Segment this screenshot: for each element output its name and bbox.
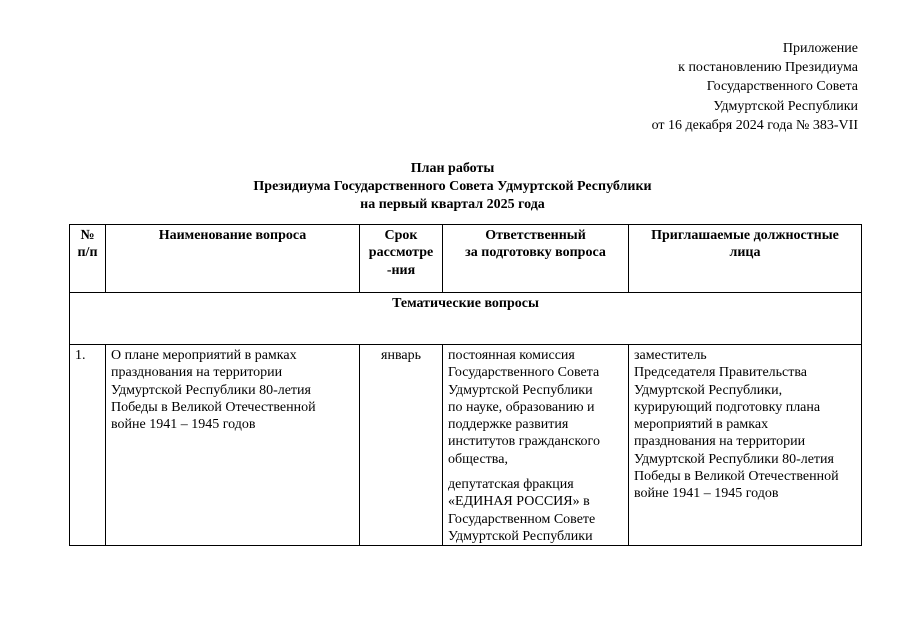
work-plan-table xyxy=(69,224,862,546)
row-invited: заместитель Председателя Правительства Удмуртской Республики, курирующий подготовку плана мероприятий в рамках празднования на территории Удмуртской Республики 80-летия Победы в Великой Отечественной войне 1941 – 1945 годов xyxy=(629,345,862,546)
appendix-line: Удмуртской Республики xyxy=(713,98,858,114)
appendix-line: Приложение xyxy=(782,41,858,56)
table-row xyxy=(70,345,862,546)
section-row xyxy=(70,293,862,345)
header-name: Наименование вопроса xyxy=(106,225,360,293)
section-title: Тематические вопросы xyxy=(70,293,862,345)
row-term: январь xyxy=(360,345,443,546)
title-line: План работы xyxy=(410,161,495,176)
header-num: № п/п xyxy=(70,225,106,293)
header-invited: Приглашаемые должностные лица xyxy=(629,225,862,293)
title-line: Президиума Государственного Совета Удмуртской Республики xyxy=(253,179,652,194)
document-title xyxy=(0,160,905,214)
responsible-commission: постоянная комиссия Государственного Совета Удмуртской Республики по науке, образованию и поддержке развития институтов гражданского общества, xyxy=(448,348,600,467)
row-num: 1. xyxy=(70,345,106,546)
header-term: Срок рассмотре -ния xyxy=(360,225,443,293)
header-responsible: Ответственный за подготовку вопроса xyxy=(443,225,629,293)
appendix-line: Государственного Совета xyxy=(706,79,858,95)
appendix-line: к постановлению Президиума xyxy=(678,60,858,76)
responsible-faction: депутатская фракция «ЕДИНАЯ РОССИЯ» в Государственном Совете Удмуртской Республики xyxy=(448,477,596,544)
row-responsible xyxy=(443,345,629,546)
table-header-row xyxy=(70,225,862,293)
appendix-line: от 16 декабря 2024 года № 383-VII xyxy=(651,117,858,133)
title-line: на первый квартал 2025 года xyxy=(360,197,545,212)
row-name: О плане мероприятий в рамках празднования на территории Удмуртской Республики 80-летия Победы в Великой Отечественной войне 1941 – 1945 годов xyxy=(106,345,360,546)
appendix-block xyxy=(652,39,858,135)
